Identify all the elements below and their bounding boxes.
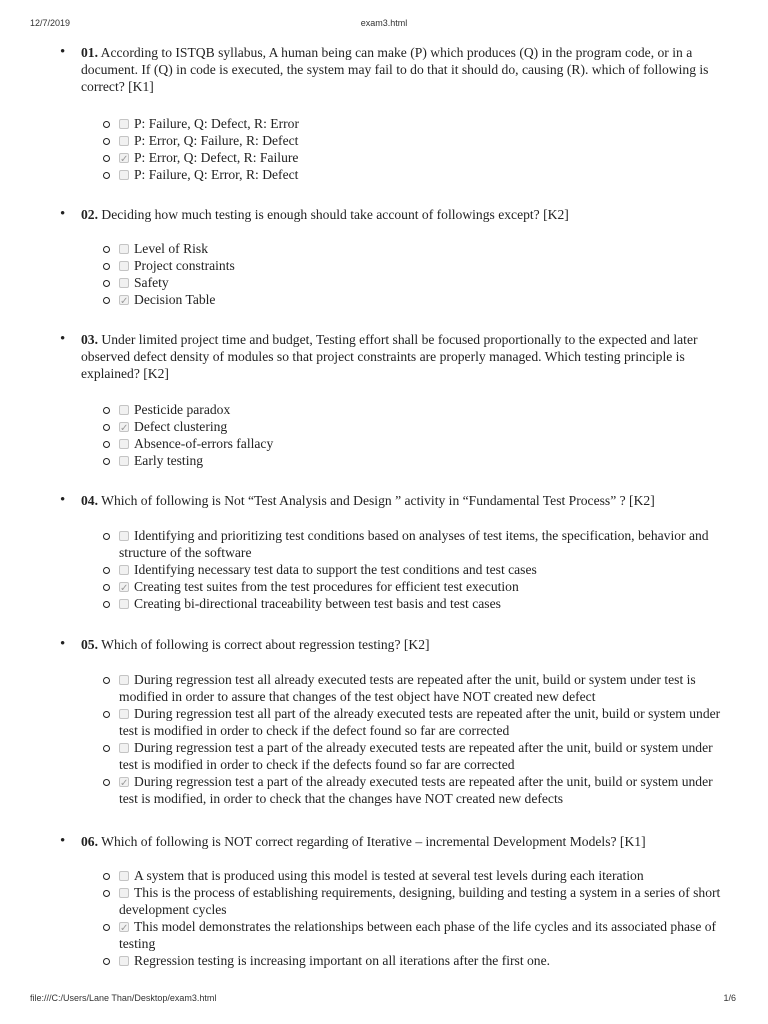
option-label: During regression test a part of the already executed tests are repeated after the unit, build or system under test is modified in order to check if the defects found so far are corrected [119,740,713,772]
checkbox[interactable] [119,170,129,180]
option-label: Identifying necessary test data to support the test conditions and test cases [134,562,537,577]
print-footer [0,993,768,1005]
circle-bullet-icon [103,711,110,718]
option-list [60,671,732,807]
question-text: 02. Deciding how much testing is enough should take account of followings except? [K2] [81,207,569,222]
question [60,331,732,468]
checkbox-checked[interactable] [119,295,129,305]
option-label: P: Failure, Q: Defect, R: Error [134,116,299,131]
option-label: This model demonstrates the relationships between each phase of the life cycles and its associated phase of testing [119,919,717,951]
circle-bullet-icon [103,263,110,270]
option-item[interactable] [60,166,732,183]
checkbox-checked[interactable] [119,422,129,432]
option-label: During regression test all part of the already executed tests are repeated after the unit, build or system under test is modified in order to check if the defect found so far are corrected [119,706,721,738]
option-label: Defect clustering [134,419,228,434]
question [60,636,732,806]
option-item[interactable] [60,918,732,952]
option-label: Safety [134,275,169,290]
option-item[interactable] [60,884,732,918]
circle-bullet-icon [103,745,110,752]
option-item[interactable] [60,952,732,969]
option-item[interactable] [60,578,732,595]
option-item[interactable] [60,773,732,807]
option-list [60,240,732,308]
bullet-icon: • [60,833,66,849]
checkbox[interactable] [119,244,129,254]
option-label: Level of Risk [134,241,208,256]
question-text: 01. According to ISTQB syllabus, A human being can make (P) which produces (Q) in the program code, or in a document. If (Q) in code is executed, the system may fail to do that it should do, causing (R). which of following is correct? [K1] [81,45,709,94]
option-label: Decision Table [134,292,216,307]
option-label: Project constraints [134,258,235,273]
circle-bullet-icon [103,297,110,304]
checkbox[interactable] [119,456,129,466]
checkbox[interactable] [119,871,129,881]
circle-bullet-icon [103,533,110,540]
checkbox[interactable] [119,888,129,898]
checkbox[interactable] [119,675,129,685]
checkbox-checked[interactable] [119,922,129,932]
option-label: Identifying and prioritizing test conditions based on analyses of test items, the specification, behavior and structure of the software [119,528,709,560]
option-label: Early testing [134,453,204,468]
circle-bullet-icon [103,924,110,931]
print-page-number: 1/6 [723,993,736,1003]
circle-bullet-icon [103,424,110,431]
checkbox-checked[interactable] [119,582,129,592]
option-label: This is the process of establishing requirements, designing, building and testing a system in a series of short development cycles [119,885,721,917]
checkbox[interactable] [119,709,129,719]
bullet-icon: • [60,44,66,60]
option-label: Pesticide paradox [134,402,231,417]
question-text: 05. Which of following is correct about regression testing? [K2] [81,637,430,652]
question-text: 04. Which of following is Not “Test Analysis and Design ” activity in “Fundamental Test Process” ? [K2] [81,493,655,508]
circle-bullet-icon [103,873,110,880]
option-item[interactable] [60,739,732,773]
bullet-icon: • [60,331,66,347]
question-text: 06. Which of following is NOT correct regarding of Iterative – incremental Development Models? [K1] [81,834,646,849]
bullet-icon: • [60,206,66,222]
question-text: 03. Under limited project time and budget, Testing effort shall be focused proportionally to the expected and later observed defect density of modules so that project constraints are properly managed. Which testing principle is explained? [K2] [81,332,698,381]
circle-bullet-icon [103,958,110,965]
option-item[interactable] [60,435,732,452]
circle-bullet-icon [103,601,110,608]
checkbox[interactable] [119,956,129,966]
option-item[interactable] [60,257,732,274]
option-item[interactable] [60,115,732,132]
circle-bullet-icon [103,246,110,253]
option-item[interactable] [60,418,732,435]
checkbox[interactable] [119,743,129,753]
circle-bullet-icon [103,441,110,448]
circle-bullet-icon [103,407,110,414]
option-item[interactable] [60,149,732,166]
option-item[interactable] [60,527,732,561]
checkbox-checked[interactable] [119,777,129,787]
option-label: P: Failure, Q: Error, R: Defect [134,167,299,182]
print-title: exam3.html [360,18,408,28]
circle-bullet-icon [103,138,110,145]
option-item[interactable] [60,561,732,578]
option-list [60,527,732,612]
option-item[interactable] [60,274,732,291]
question [60,44,732,182]
option-label: Creating bi-directional traceability between test basis and test cases [134,596,501,611]
question [60,492,732,611]
print-date: 12/7/2019 [30,18,71,28]
option-item[interactable] [60,401,732,418]
checkbox[interactable] [119,405,129,415]
option-label: P: Error, Q: Failure, R: Defect [134,133,299,148]
print-file-path: file:///C:/Users/Lane Than/Desktop/exam3.html [30,993,217,1003]
option-item[interactable] [60,705,732,739]
option-list [60,115,732,183]
checkbox[interactable] [119,565,129,575]
option-list [60,401,732,469]
checkbox-checked[interactable] [119,153,129,163]
option-label: A system that is produced using this model is tested at several test levels during each iteration [134,868,644,883]
bullet-icon: • [60,492,66,508]
circle-bullet-icon [103,172,110,179]
checkbox[interactable] [119,119,129,129]
circle-bullet-icon [103,458,110,465]
option-label: Creating test suites from the test procedures for efficient test execution [134,579,519,594]
option-item[interactable] [60,867,732,884]
circle-bullet-icon [103,890,110,897]
option-label: Absence-of-errors fallacy [134,436,274,451]
option-item[interactable] [60,671,732,705]
option-label: P: Error, Q: Defect, R: Failure [134,150,299,165]
question [60,833,732,968]
print-header [0,18,768,30]
checkbox[interactable] [119,278,129,288]
checkbox[interactable] [119,136,129,146]
checkbox[interactable] [119,439,129,449]
option-list [60,867,732,969]
circle-bullet-icon [103,155,110,162]
bullet-icon: • [60,636,66,652]
checkbox[interactable] [119,531,129,541]
option-label: During regression test a part of the already executed tests are repeated after the unit, build or system under test is modified, in order to check that the changes have NOT created new defects [119,774,713,806]
circle-bullet-icon [103,121,110,128]
option-label: During regression test all already executed tests are repeated after the unit, build or system under test is modified in order to assure that changes of the test object have NOT created new defect [119,672,696,704]
option-item[interactable] [60,132,732,149]
question [60,206,732,307]
option-item[interactable] [60,240,732,257]
option-item[interactable] [60,452,732,469]
checkbox[interactable] [119,599,129,609]
option-label: Regression testing is increasing important on all iterations after the first one. [134,953,551,968]
checkbox[interactable] [119,261,129,271]
circle-bullet-icon [103,677,110,684]
circle-bullet-icon [103,567,110,574]
circle-bullet-icon [103,779,110,786]
option-item[interactable] [60,291,732,308]
circle-bullet-icon [103,280,110,287]
option-item[interactable] [60,595,732,612]
circle-bullet-icon [103,584,110,591]
